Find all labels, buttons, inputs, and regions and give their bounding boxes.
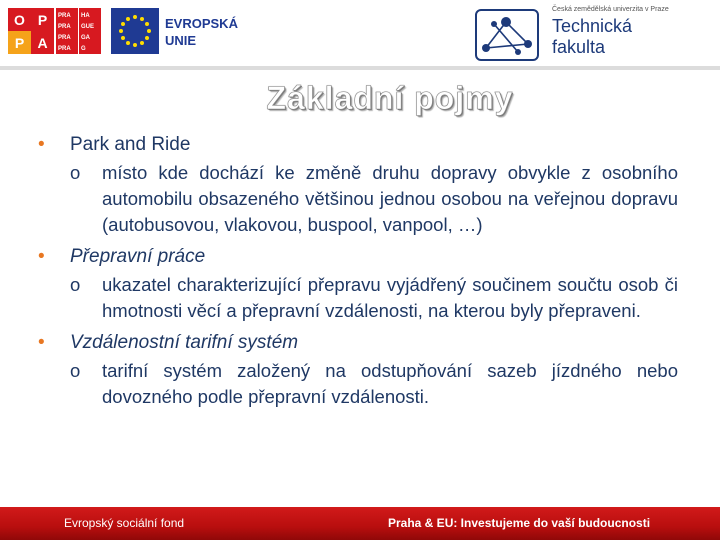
sub-text: místo kde dochází ke změně druhu dopravy obvykle z osobního automobilu obsazeného většinou jednou osobou na veřejnou dopravu (autobusovou, vlakovou, buspool, vanpool, …) [102,162,678,235]
eu-line1: EVROPSKÁ [165,16,238,31]
oppa-cell: PRA [58,46,71,52]
oppa-cell: PRA [58,24,71,30]
bullet-label: Park and Ride [70,134,191,155]
eu-line2: UNIE [165,33,197,48]
sub-marker: o [70,360,81,381]
oppa-letter-o: O [14,12,25,28]
oppa-cell: HA [81,13,90,19]
oppa-cell: PRA [58,35,71,41]
tf-emblem [472,4,544,64]
footer-left-text: Evropský sociální fond [64,516,185,530]
sub-text: ukazatel charakterizující přepravu vyjádřený součinem součtu osob či hmotnosti věcí a přepravní vzdálenosti, na kterou byly přepraveni. [102,274,678,321]
header [0,0,720,70]
bullet-dot: • [38,246,45,267]
slide-content [38,132,678,416]
sub-marker: o [70,274,81,295]
sub-text: tarifní systém založený na odstupňování sazeb jízdného nebo dovozného podle přepravní vzdálenosti. [102,360,678,407]
oppa-cell: GA [81,35,90,41]
eu-logo [111,8,243,54]
bullet-item [38,244,678,270]
tf-line1: Technická [552,16,633,36]
bullet-label: Vzdálenostní tarifní systém [70,332,299,353]
footer-bar [0,507,720,540]
tf-logo [472,4,712,64]
bullet-item [38,132,678,158]
sub-item [70,358,678,410]
oppa-letter-p1: P [37,12,48,28]
bullet-dot: • [38,332,45,353]
oppa-letter-a: A [37,35,48,51]
oppa-logo [8,8,104,54]
sub-item [70,272,678,324]
oppa-cell: PRA [58,13,71,19]
sub-marker: o [70,162,81,183]
bullet-label: Přepravní práce [70,246,206,267]
tf-university: Česká zemědělská univerzita v Praze [552,6,669,13]
bullet-item [38,330,678,356]
oppa-cell: G [81,46,86,52]
sub-item [70,160,678,238]
oppa-letter-p2: P [14,35,25,51]
header-divider [0,66,720,70]
oppa-cell: GUE [81,24,95,30]
footer-right-text: Praha & EU: Investujeme do vaší budoucnosti [388,516,651,530]
slide-title: Základní pojmy [266,80,514,116]
tf-line2: fakulta [552,37,606,57]
bullet-dot: • [38,134,45,155]
